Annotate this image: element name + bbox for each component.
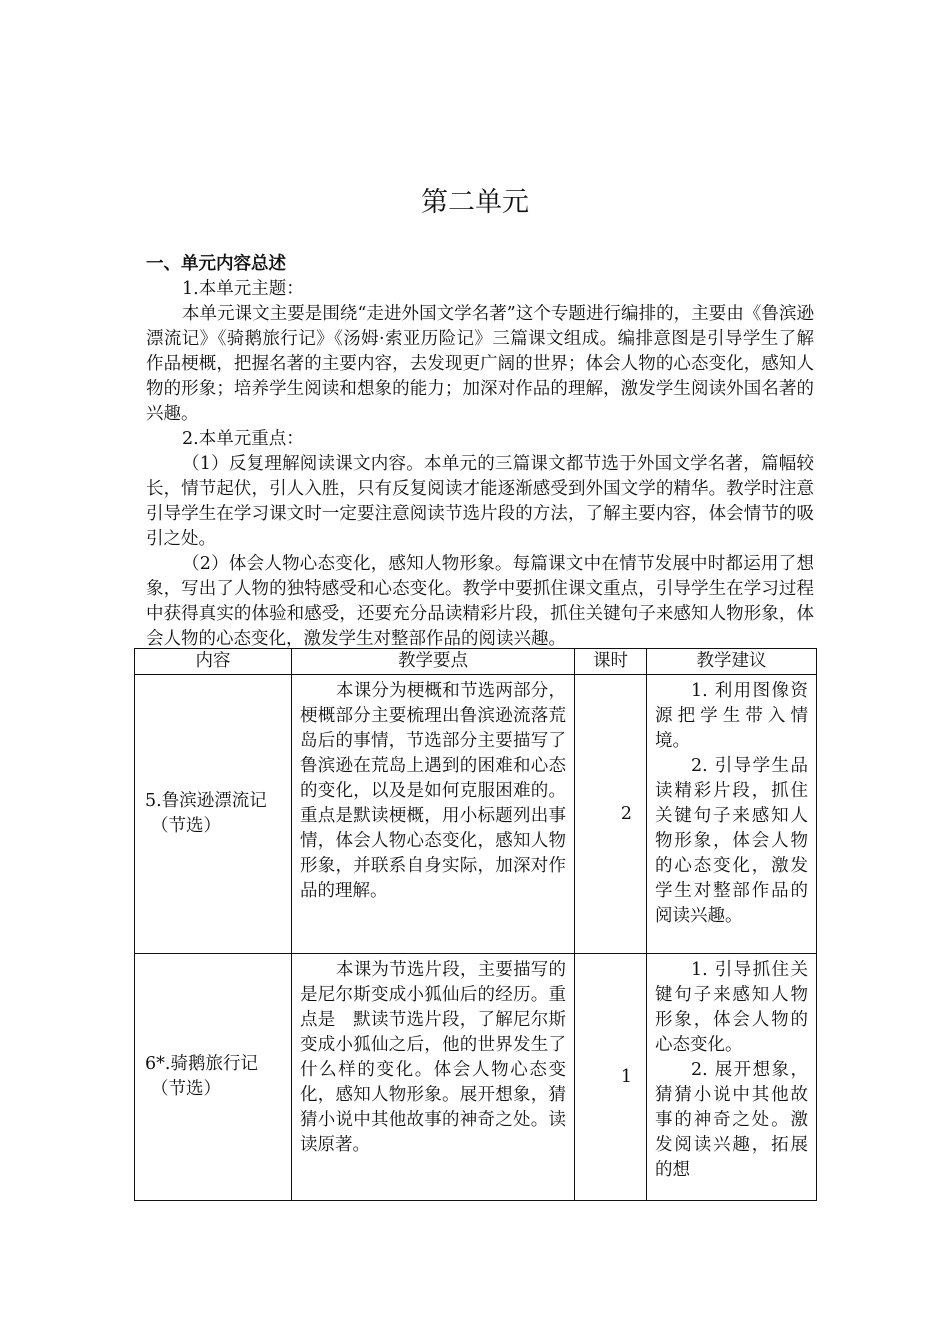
- header-teaching-advice: 教学建议: [647, 649, 817, 675]
- lesson-name-cell: [135, 954, 292, 1201]
- table-row: [135, 675, 817, 954]
- header-class-hours: 课时: [575, 649, 647, 675]
- lesson-plan-table: [134, 648, 817, 1201]
- teaching-advice-cell: [647, 675, 817, 954]
- lesson-name-sub: （节选）: [151, 816, 221, 836]
- class-hours-cell: 2: [575, 675, 647, 954]
- focus-label: 2.本单元重点：: [182, 429, 304, 449]
- header-content: 内容: [135, 649, 292, 675]
- lesson-name: 6*.骑鹅旅行记: [145, 1054, 258, 1074]
- theme-label: 1.本单元主题：: [182, 279, 304, 299]
- header-teaching-points: 教学要点: [292, 649, 575, 675]
- focus-paragraph-2: （2）体会人物心态变化，感知人物形象。每篇课文中在情节发展中时都运用了想象，写出了人物的独特感受和心态变化。教学中要抓住课文重点，引导学生在学习过程中获得真实的体验和感受，还要充分品读精彩片段，抓住关键句子来感知人物形象，体会人物的心态变化，激发学生对整部作品的阅读兴趣。: [146, 554, 814, 649]
- lesson-name: 5.鲁滨逊漂流记: [145, 791, 267, 811]
- teaching-points-cell: [292, 954, 575, 1201]
- lesson-name-cell: [135, 675, 292, 954]
- focus-paragraph-1: （1）反复理解阅读课文内容。本单元的三篇课文都节选于外国文学名著，篇幅较长，情节起伏，引人入胜，只有反复阅读才能逐渐感受到外国文学的精华。教学时注意引导学生在学习课文时一定要注意阅读节选片段的方法，了解主要内容，体会情节的吸引之处。: [146, 454, 814, 549]
- advice-item-1: 1. 利用图像资源把学生带入情境。: [655, 681, 808, 751]
- theme-paragraph: 本单元课文主要是围绕“走进外国文学名著”这个专题进行编排的，主要由《鲁滨逊漂流记》《骑鹅旅行记》《汤姆·索亚历险记》三篇课文组成。编排意图是引导学生了解作品梗概，把握名著的主要内容，去发现更广阔的世界；体会人物的心态变化，感知人物的形象；培养学生阅读和想象的能力；加深对作品的理解，激发学生阅读外国名著的兴趣。: [146, 304, 814, 424]
- page-title: 第二单元: [421, 187, 529, 218]
- teaching-advice-cell: [647, 954, 817, 1201]
- teaching-points-cell: [292, 675, 575, 954]
- section-heading: 一、单元内容总述: [146, 254, 286, 274]
- table-header-row: [135, 649, 817, 675]
- advice-item-2: 2. 展开想象，猜猜小说中其他故事的神奇之处。激发阅读兴趣，拓展的想: [655, 1060, 808, 1180]
- lesson-name-sub: （节选）: [151, 1079, 221, 1099]
- advice-item-1: 1. 引导抓住关键句子来感知人物形象，体会人物的心态变化。: [655, 960, 808, 1055]
- teaching-points-text: 本课分为梗概和节选两部分，梗概部分主要梳理出鲁滨逊流落荒岛后的事情，节选部分主要描写了鲁滨逊在荒岛上遇到的困难和心态的变化，以及是如何克服困难的。重点是默读梗概，用小标题列出事情，体会人物心态变化，感知人物形象，并联系自身实际，加深对作品的理解。: [300, 681, 566, 901]
- class-hours-cell: 1: [575, 954, 647, 1201]
- table-row: [135, 954, 817, 1201]
- unit-overview: [146, 252, 814, 652]
- teaching-points-text: 本课为节选片段，主要描写的是尼尔斯变成小狐仙后的经历。重点是 默读节选片段，了解尼尔斯变成小狐仙之后，他的世界发生了什么样的变化。体会人物心态变化，感知人物形象。展开想象，猜猜小说中其他故事的神奇之处。读读原著。: [300, 960, 566, 1155]
- advice-item-2: 2. 引导学生品读精彩片段，抓住关键句子来感知人物形象，体会人物的心态变化，激发学生对整部作品的阅读兴趣。: [655, 756, 808, 926]
